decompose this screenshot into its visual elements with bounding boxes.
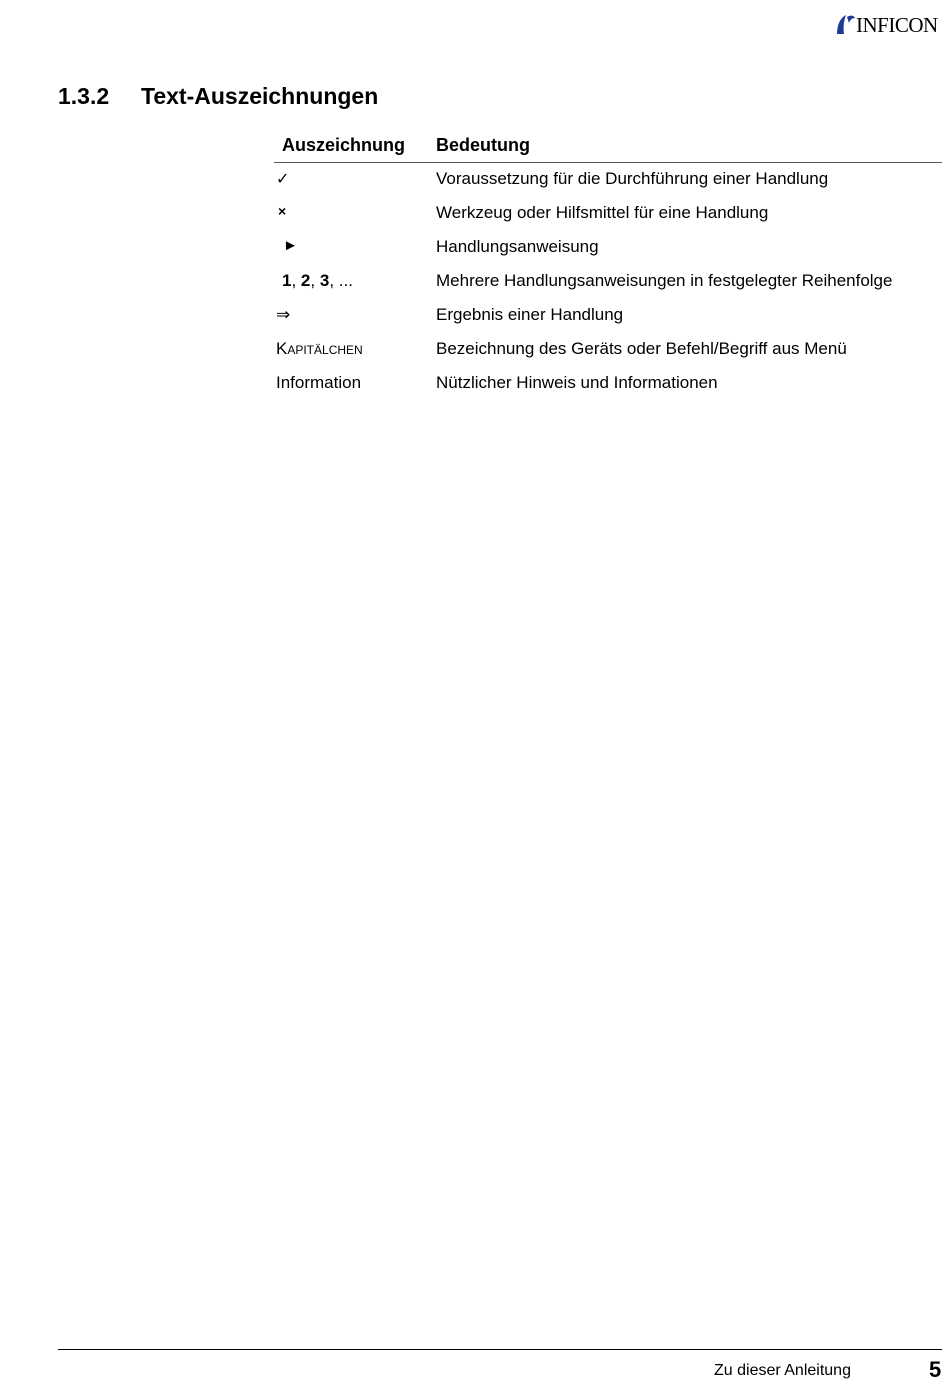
table-row	[274, 299, 942, 333]
checkmark-icon: ✓	[276, 171, 290, 188]
table-row	[274, 231, 942, 265]
row-meaning: Werkzeug oder Hilfsmittel für eine Handlung	[436, 203, 769, 222]
row-meaning: Voraussetzung für die Durchführung einer Handlung	[436, 169, 829, 188]
table-row	[274, 333, 942, 367]
page-number: 5	[929, 1357, 942, 1382]
row-meaning: Mehrere Handlungsanweisungen in festgelegter Reihenfolge	[436, 271, 893, 290]
table-header-row	[274, 132, 942, 163]
table-row	[274, 163, 942, 197]
triangle-right-icon: ►	[283, 237, 298, 254]
column-header-meaning: Bedeutung	[436, 135, 530, 155]
logo-wordmark: INFICON	[856, 13, 938, 37]
row-meaning: Nützlicher Hinweis und Informationen	[436, 373, 718, 392]
row-meaning: Ergebnis einer Handlung	[436, 305, 624, 324]
row-meaning: Handlungsanweisung	[436, 237, 599, 256]
information-marker: Information	[276, 373, 362, 392]
row-meaning: Bezeichnung des Geräts oder Befehl/Begriff aus Menü	[436, 339, 847, 358]
footer-divider	[58, 1349, 942, 1350]
table-row	[274, 265, 942, 299]
section-title: Text-Auszeichnungen	[141, 83, 379, 109]
footer-chapter-title: Zu dieser Anleitung	[714, 1362, 851, 1379]
inficon-logo	[834, 10, 946, 40]
section-number: 1.3.2	[58, 83, 110, 109]
column-header-markup: Auszeichnung	[282, 135, 406, 155]
inficon-logo-mark-icon	[834, 12, 856, 36]
implies-arrow-icon: ⇒	[276, 305, 291, 324]
cross-icon: ×	[278, 203, 287, 219]
numbered-steps-marker: 1, 2, 3, ...	[282, 271, 353, 290]
markup-table	[274, 132, 942, 401]
section-heading	[58, 83, 378, 110]
table-row	[274, 367, 942, 401]
small-caps-marker: Kapitälchen	[276, 339, 363, 358]
table-row	[274, 197, 942, 231]
